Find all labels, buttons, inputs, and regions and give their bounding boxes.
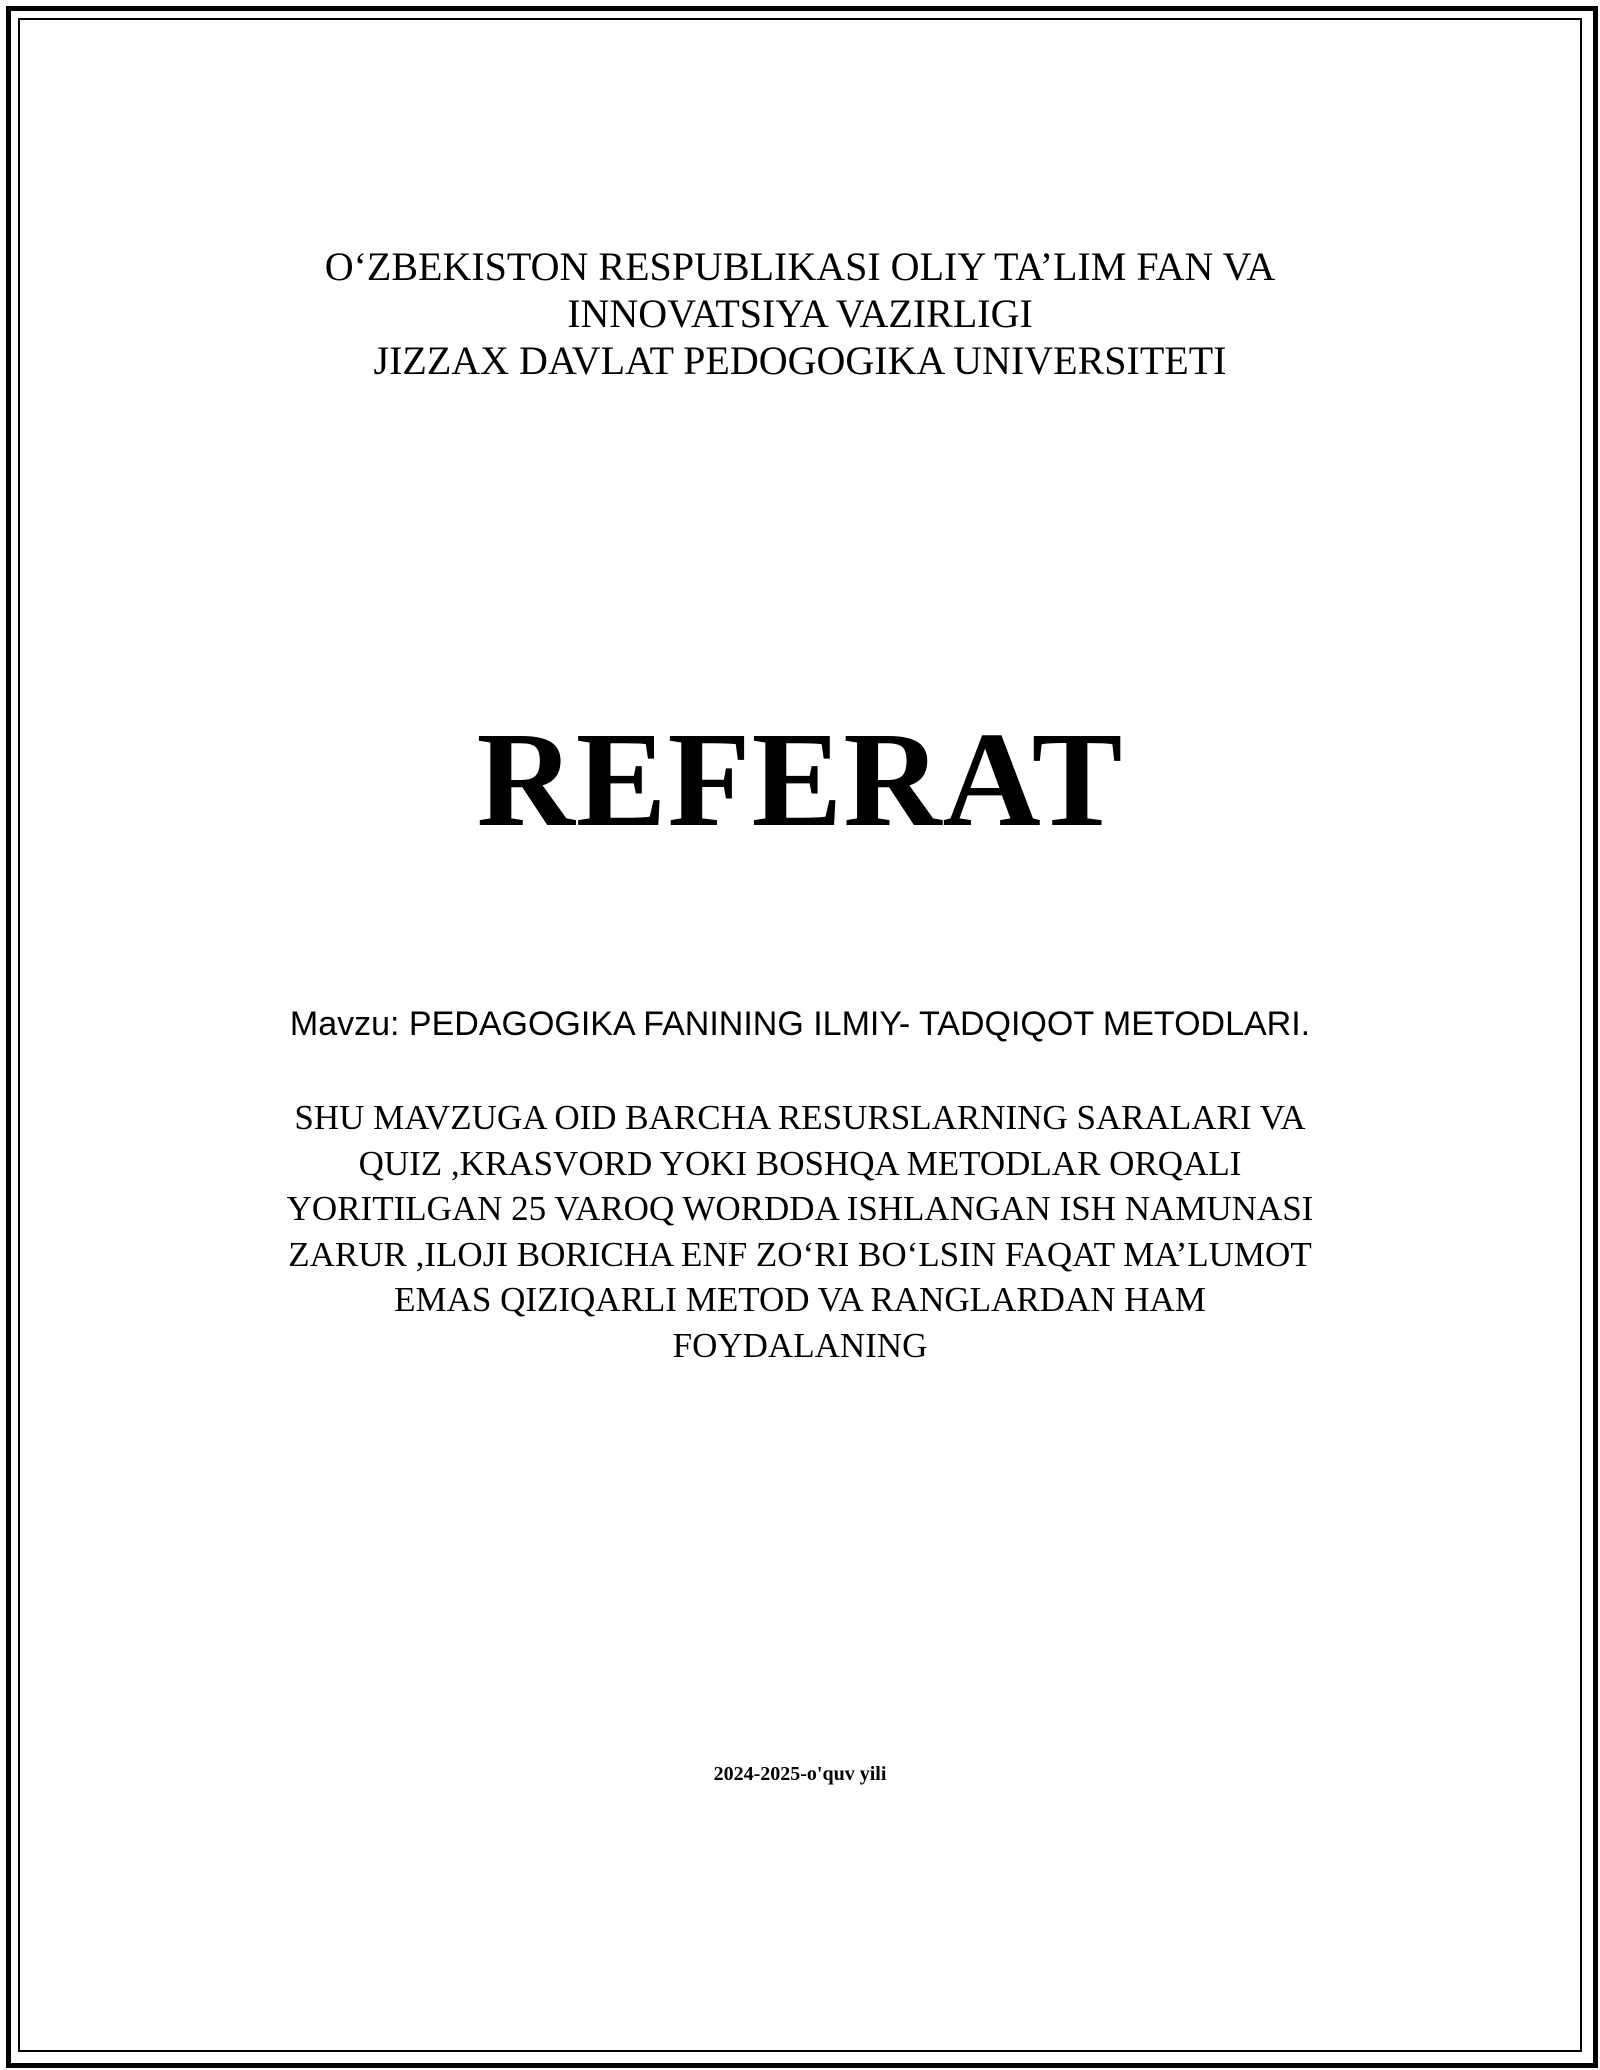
assignment-description [0,1095,1600,1368]
description-line: ZARUR ,ILOJI BORICHA ENF ZO‘RI BO‘LSIN FAQAT MA’LUMOT [288,1234,1312,1274]
description-line: QUIZ ,KRASVORD YOKI BOSHQA METODLAR ORQALI [358,1143,1242,1183]
description-line: EMAS QIZIQARLI METOD VA RANGLARDAN HAM [394,1280,1206,1319]
university-name: JIZZAX DAVLAT PEDOGOGIKA UNIVERSITETI [373,338,1227,383]
document-title: REFERAT [476,705,1124,855]
description-line: SHU MAVZUGA OID BARCHA RESURSLARNING SARALARI VA [294,1098,1306,1137]
topic-line: Mavzu: PEDAGOGIKA FANINING ILMIY- TADQIQOT METODLARI. [289,1005,1311,1043]
ministry-line-1: O‘ZBEKISTON RESPUBLIKASI OLIY TA’LIM FAN VA [324,244,1276,289]
ministry-line-2: INNOVATSIYA VAZIRLIGI [567,291,1033,336]
academic-year: 2024-2025-o'quv yili [713,1763,887,1785]
description-line: FOYDALANING [672,1325,928,1365]
institution-header [0,243,1600,384]
description-line: YORITILGAN 25 VAROQ WORDDA ISHLANGAN ISH NAMUNASI [286,1189,1314,1228]
